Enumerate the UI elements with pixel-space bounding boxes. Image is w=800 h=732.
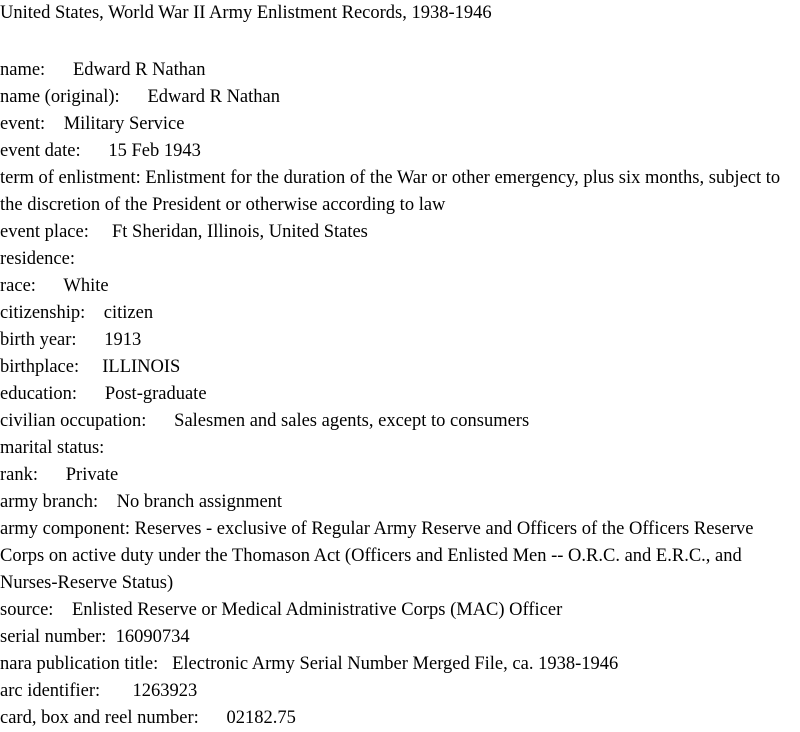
field-gap	[77, 330, 105, 350]
field-gap	[98, 492, 117, 512]
field-label: term of enlistment:	[0, 168, 141, 188]
field-label: army branch:	[0, 492, 99, 512]
record-birth-year	[0, 327, 800, 354]
record-arc-identifier	[0, 678, 800, 705]
field-value: Private	[65, 465, 119, 485]
field-value: 16090734	[115, 627, 190, 647]
field-label: event:	[0, 114, 46, 134]
field-label: event place:	[0, 222, 89, 242]
field-label: residence:	[0, 249, 75, 269]
field-label: card, box and reel number:	[0, 708, 199, 728]
record-army-component	[0, 516, 800, 597]
field-value: White	[63, 276, 109, 296]
field-gap	[36, 276, 63, 296]
field-value: 1263923	[132, 681, 198, 701]
field-value: ILLINOIS	[102, 357, 181, 377]
field-value: Post-graduate	[104, 384, 207, 404]
field-value: Reserves - exclusive of Regular Army Reserve and Officers of the Officers Reserve Corps on active duty under the Thomason Act (Officers and Enlisted Men -- O.R.C. and E.R.C., and Nurses-Reserve Status)	[0, 519, 754, 593]
field-gap	[100, 681, 132, 701]
field-label: education:	[0, 384, 78, 404]
field-value: Enlisted Reserve or Medical Administrative Corps (MAC) Officer	[71, 600, 563, 620]
field-gap	[85, 303, 104, 323]
field-label: arc identifier:	[0, 681, 101, 701]
field-value: No branch assignment	[116, 492, 283, 512]
field-gap	[38, 465, 66, 485]
record-residence	[0, 246, 800, 273]
record-race	[0, 273, 800, 300]
field-gap	[45, 114, 64, 134]
record-event	[0, 111, 800, 138]
field-gap	[45, 60, 73, 80]
field-gap	[79, 357, 102, 377]
document-title: United States, World War II Army Enlistment Records, 1938-1946	[0, 3, 492, 23]
record-rank	[0, 462, 800, 489]
field-value: 1913	[104, 330, 142, 350]
field-label: race:	[0, 276, 36, 296]
field-label: name (original):	[0, 87, 120, 107]
record-name-original	[0, 84, 800, 111]
field-value: Edward R Nathan	[72, 60, 206, 80]
field-label: source:	[0, 600, 54, 620]
field-label: rank:	[0, 465, 39, 485]
field-gap	[53, 600, 72, 620]
field-value: Military Service	[63, 114, 185, 134]
record-serial-number	[0, 624, 800, 651]
record-education	[0, 381, 800, 408]
record-nara-publication-title	[0, 651, 800, 678]
field-label: army component:	[0, 519, 130, 539]
record-event-place	[0, 219, 800, 246]
field-label: serial number:	[0, 627, 107, 647]
record-source	[0, 597, 800, 624]
field-label: civilian occupation:	[0, 411, 147, 431]
field-gap	[158, 654, 172, 674]
record-army-branch	[0, 489, 800, 516]
field-label: citizenship:	[0, 303, 86, 323]
field-gap	[106, 627, 115, 647]
record-marital-status	[0, 435, 800, 462]
record-card-box-reel-number	[0, 705, 800, 732]
field-value: Ft Sheridan, Illinois, United States	[111, 222, 368, 242]
field-gap	[89, 222, 112, 242]
record-term-of-enlistment	[0, 165, 800, 219]
field-value: 02182.75	[226, 708, 296, 728]
field-value: Salesmen and sales agents, except to consumers	[174, 411, 530, 431]
record-name	[0, 57, 800, 84]
field-value: Edward R Nathan	[147, 87, 280, 107]
field-label: name:	[0, 60, 46, 80]
field-label: birth year:	[0, 330, 77, 350]
field-label: nara publication title:	[0, 654, 159, 674]
record-list	[0, 57, 800, 732]
field-gap	[199, 708, 227, 728]
field-gap	[77, 384, 105, 404]
field-value: 15 Feb 1943	[108, 141, 201, 161]
record-birthplace	[0, 354, 800, 381]
record-citizenship	[0, 300, 800, 327]
field-label: event date:	[0, 141, 81, 161]
field-gap	[81, 141, 109, 161]
field-value: citizen	[103, 303, 154, 323]
field-gap	[146, 411, 174, 431]
field-value: Electronic Army Serial Number Merged File, ca. 1938-1946	[172, 654, 619, 674]
record-event-date	[0, 138, 800, 165]
record-civilian-occupation	[0, 408, 800, 435]
field-value: Enlistment for the duration of the War or other emergency, plus six months, subject to the discretion of the President or otherwise according to law	[0, 168, 781, 215]
field-label: marital status:	[0, 438, 105, 458]
field-label: birthplace:	[0, 357, 80, 377]
field-gap	[120, 87, 148, 107]
